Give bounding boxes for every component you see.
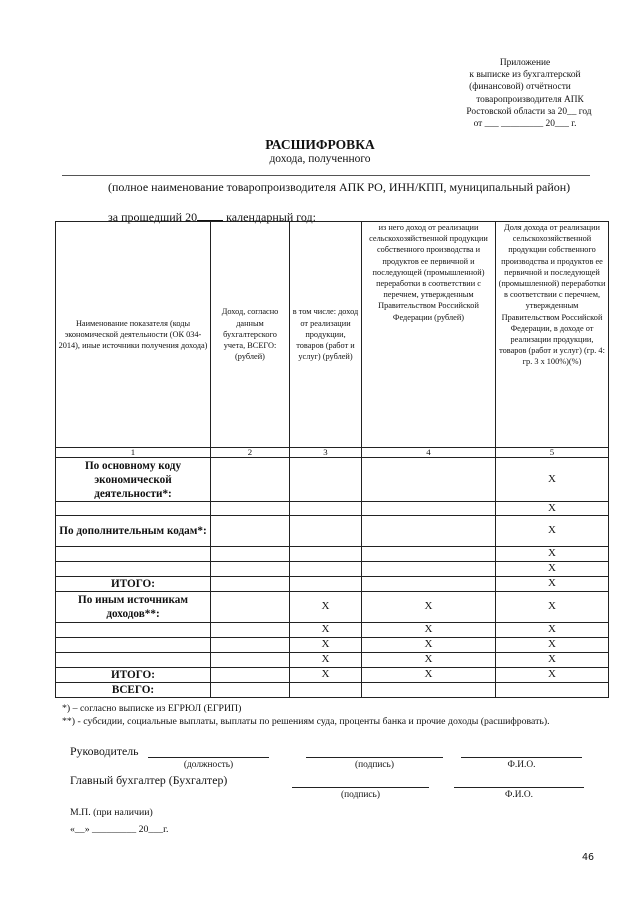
cell-c4[interactable] — [362, 562, 496, 577]
document-title: РАСШИФРОВКА — [265, 137, 375, 152]
appendix-line: Ростовской области за 20__ год — [466, 106, 592, 117]
cell-c5: Х — [496, 458, 609, 502]
cell-c2[interactable] — [211, 458, 290, 502]
cell-c2[interactable] — [211, 668, 290, 683]
row-label — [56, 547, 211, 562]
cell-c3[interactable] — [290, 502, 362, 516]
cell-c2[interactable] — [211, 683, 290, 698]
table-row — [56, 516, 609, 547]
cell-c2[interactable] — [211, 547, 290, 562]
appendix-line: к выписке из бухгалтерской — [469, 70, 581, 81]
cell-c2[interactable] — [211, 516, 290, 547]
name-fill-line[interactable] — [62, 175, 590, 176]
appendix-line: (финансовой) отчётности — [469, 82, 571, 93]
fio-caption: Ф.И.О. — [507, 760, 536, 770]
header-sales-income: в том числе: доход от реализации продукции, товаров (работ и услуг) (рублей) — [290, 222, 362, 448]
cell-c4: Х — [362, 638, 496, 653]
cell-c2[interactable] — [211, 562, 290, 577]
row-label — [56, 623, 211, 638]
table-row — [56, 547, 609, 562]
signature-caption: (подпись) — [341, 790, 380, 800]
cell-c3[interactable] — [290, 577, 362, 592]
period-suffix: календарный год: — [223, 210, 316, 224]
cell-c5: Х — [496, 623, 609, 638]
table-row — [56, 668, 609, 683]
appendix-header — [440, 57, 610, 130]
cell-c5: Х — [496, 592, 609, 623]
cell-c4: Х — [362, 623, 496, 638]
cell-c5: Х — [496, 502, 609, 516]
head-position-line[interactable] — [148, 757, 269, 758]
head-signature-line[interactable] — [306, 757, 443, 758]
income-breakdown-table — [55, 221, 609, 698]
cell-c4[interactable] — [362, 458, 496, 502]
cell-c4[interactable] — [362, 577, 496, 592]
row-label: ИТОГО: — [56, 668, 211, 683]
col-number: 2 — [211, 448, 290, 458]
cell-c3[interactable] — [290, 562, 362, 577]
row-label — [56, 638, 211, 653]
header-agri-income: из него доход от реализации сельскохозяйственной продукции собственного производства и продуктов ее первичной и последующей (промышленной) переработки в соответствии с перечнем, утвержденным Правительством Российской Федерации (рублей) — [362, 222, 496, 448]
header-agri-share: Доля дохода от реализации сельскохозяйственной продукции собственного производства и продуктов ее первичной и последующей (промышленной) переработки в соответствии с перечнем, утвержденным Правительством Российской Федерации, в доходе от реализации продукции, товаров (работ и услуг) (гр. 4: гр. 3 х 100%)(%) — [496, 222, 609, 448]
head-label: Руководитель — [70, 744, 139, 758]
table-row — [56, 458, 609, 502]
accountant-fio-line[interactable] — [454, 787, 584, 788]
position-caption: (должность) — [183, 760, 234, 770]
cell-c3: Х — [290, 653, 362, 668]
cell-c2[interactable] — [211, 623, 290, 638]
cell-c5: Х — [496, 668, 609, 683]
page-number: 46 — [582, 852, 595, 863]
cell-c2[interactable] — [211, 502, 290, 516]
col-number: 3 — [290, 448, 362, 458]
table-row — [56, 623, 609, 638]
cell-c5: Х — [496, 516, 609, 547]
table-row — [56, 653, 609, 668]
cell-c5: Х — [496, 577, 609, 592]
period-prefix: за прошедший 20 — [108, 210, 198, 224]
table-row — [56, 562, 609, 577]
cell-c5[interactable] — [496, 683, 609, 698]
footnote-1: *) – согласно выписке из ЕГРЮЛ (ЕГРИП) — [62, 703, 242, 714]
row-label: ИТОГО: — [56, 577, 211, 592]
appendix-line: товаропроизводителя АПК — [476, 94, 584, 105]
footnote-2: **) - субсидии, социальные выплаты, выплаты по решениям суда, проценты банка и прочие доходы (расшифровать). — [62, 716, 550, 727]
full-name-caption: (полное наименование товаропроизводителя АПК РО, ИНН/КПП, муниципальный район) — [108, 180, 571, 194]
document-subtitle: дохода, полученного — [269, 153, 371, 165]
cell-c5: Х — [496, 547, 609, 562]
year-blank[interactable] — [197, 209, 223, 221]
row-label: ВСЕГО: — [56, 683, 211, 698]
table-row — [56, 638, 609, 653]
col-number: 1 — [56, 448, 211, 458]
date-line[interactable]: «__» _________ 20___г. — [70, 824, 169, 835]
header-total-income: Доход, согласно данным бухгалтерского учета, ВСЕГО: (рублей) — [211, 222, 290, 448]
cell-c3[interactable] — [290, 458, 362, 502]
table-row — [56, 683, 609, 698]
cell-c2[interactable] — [211, 577, 290, 592]
row-label — [56, 562, 211, 577]
cell-c2[interactable] — [211, 653, 290, 668]
cell-c3[interactable] — [290, 547, 362, 562]
cell-c4[interactable] — [362, 502, 496, 516]
cell-c4: Х — [362, 668, 496, 683]
appendix-line: Приложение — [499, 58, 551, 68]
table-row — [56, 502, 609, 516]
table-row — [56, 592, 609, 623]
cell-c4[interactable] — [362, 547, 496, 562]
appendix-line: от ___ _________ 20___ г. — [473, 119, 577, 130]
cell-c5: Х — [496, 562, 609, 577]
stamp-note: М.П. (при наличии) — [70, 807, 153, 818]
accountant-label: Главный бухгалтер (Бухгалтер) — [70, 773, 228, 787]
cell-c2[interactable] — [211, 638, 290, 653]
cell-c4: Х — [362, 592, 496, 623]
row-label: По иным источникам доходов**: — [56, 592, 211, 623]
row-label — [56, 653, 211, 668]
table-header-row — [56, 222, 609, 448]
col-number: 4 — [362, 448, 496, 458]
row-label: По основному коду экономической деятельности*: — [56, 458, 211, 502]
cell-c3: Х — [290, 623, 362, 638]
header-indicator: Наименование показателя (коды экономической деятельности (ОК 034-2014), иные источники получения дохода) — [56, 222, 211, 448]
column-number-row — [56, 448, 609, 458]
accountant-signature-line[interactable] — [292, 787, 429, 788]
cell-c2[interactable] — [211, 592, 290, 623]
cell-c4[interactable] — [362, 516, 496, 547]
cell-c5: Х — [496, 653, 609, 668]
cell-c4[interactable] — [362, 683, 496, 698]
cell-c4: Х — [362, 653, 496, 668]
head-fio-line[interactable] — [461, 757, 582, 758]
cell-c3: Х — [290, 592, 362, 623]
row-label: По дополнительным кодам*: — [56, 516, 211, 547]
col-number: 5 — [496, 448, 609, 458]
table-row — [56, 577, 609, 592]
cell-c3: Х — [290, 668, 362, 683]
cell-c3: Х — [290, 638, 362, 653]
row-label — [56, 502, 211, 516]
signature-caption: (подпись) — [355, 760, 394, 770]
cell-c3[interactable] — [290, 683, 362, 698]
fio-caption: Ф.И.О. — [505, 790, 533, 800]
cell-c3[interactable] — [290, 516, 362, 547]
cell-c5: Х — [496, 638, 609, 653]
